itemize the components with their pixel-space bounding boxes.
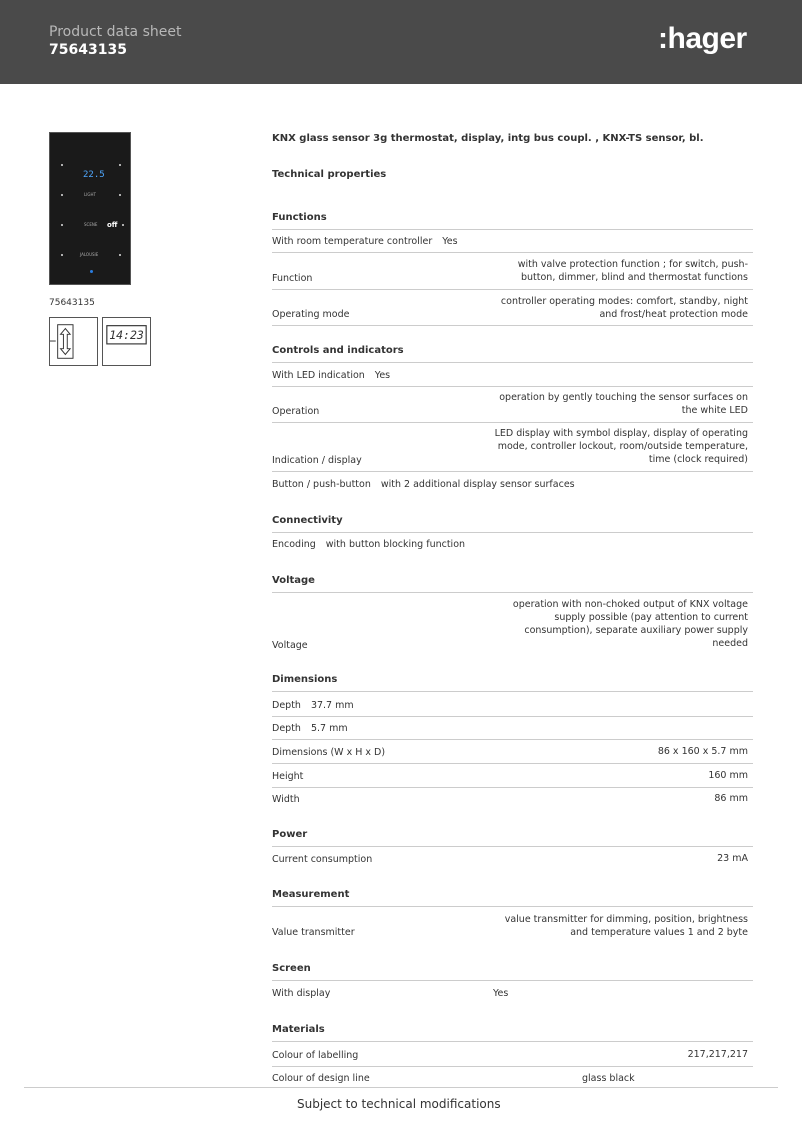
row-key: Operating mode (272, 309, 350, 320)
table-row (272, 764, 753, 788)
table-row (272, 594, 753, 656)
row-key: With room temperature controller Yes (272, 236, 458, 247)
row-value: operation with non-choked output of KNX voltage supply possible (pay attention to current consumption), separate auxiliary power supply needed (512, 599, 748, 649)
table-row (272, 1043, 753, 1067)
doc-type-label: Product data sheet (49, 24, 182, 40)
row-value: 86 mm (714, 793, 748, 804)
row-key: Depth 37.7 mm (272, 700, 354, 711)
doc-number: 75643135 (49, 42, 127, 58)
footer-divider (24, 1087, 778, 1088)
row-key: Current consumption (272, 854, 373, 865)
row-key: With display (272, 988, 331, 999)
table-row (272, 848, 753, 870)
row-value: controller operating modes: comfort, standby, night and frost/heat protection mode (500, 296, 748, 320)
table-row (272, 230, 753, 253)
section-heading-functions: Functions (272, 212, 753, 230)
product-image-temperature: 22.5 (83, 170, 105, 180)
table-row (272, 788, 753, 810)
row-key: Indication / display (272, 455, 362, 466)
clock-display-icon (102, 317, 151, 366)
row-key: Function (272, 273, 313, 284)
row-value: value transmitter for dimming, position, brightness and temperature values 1 and 2 byte (504, 914, 748, 938)
hager-logo: :hager (658, 22, 747, 55)
table-row (272, 717, 753, 740)
table-row (272, 423, 753, 472)
table-row (272, 363, 753, 387)
blind-symbol-icon (49, 317, 98, 366)
row-value: Yes (493, 988, 509, 999)
product-image-label-light: LIGHT (84, 192, 96, 197)
clock-display-text: 14:23 (109, 328, 144, 343)
section-heading-connectivity: Connectivity (272, 515, 753, 533)
section-heading-materials: Materials (272, 1024, 753, 1042)
table-row (272, 290, 753, 326)
product-image-off: off (107, 221, 118, 229)
table-row (272, 387, 753, 423)
footer-note: Subject to technical modifications (297, 1097, 501, 1111)
row-key: Voltage (272, 640, 308, 651)
table-row (272, 982, 753, 1004)
row-key: Button / push-button with 2 additional display sensor surfaces (272, 479, 575, 490)
row-key: Colour of design line (272, 1073, 370, 1084)
product-code: 75643135 (49, 298, 95, 308)
row-value: 160 mm (708, 770, 748, 781)
product-title: KNX glass sensor 3g thermostat, display, intg bus coupl. , KNX-TS sensor, bl. (272, 133, 704, 144)
section-heading-measurement: Measurement (272, 889, 753, 907)
row-key: Depth 5.7 mm (272, 723, 348, 734)
row-key: Operation (272, 406, 320, 417)
row-value: LED display with symbol display, display of operating mode, controller lockout, room/outside temperature, time (clock required) (494, 428, 748, 465)
row-value: 86 x 160 x 5.7 mm (657, 746, 748, 757)
row-key: Dimensions (W x H x D) (272, 747, 386, 758)
section-heading-dimensions: Dimensions (272, 674, 753, 692)
table-row (272, 740, 753, 764)
row-value: 217,217,217 (687, 1049, 748, 1060)
product-image-label-scene: SCENE (84, 222, 98, 227)
section-heading-power: Power (272, 829, 753, 847)
row-value: glass black (582, 1073, 635, 1084)
product-image (49, 132, 131, 285)
table-row (272, 1067, 753, 1085)
table-row (272, 533, 753, 555)
row-key: With LED indication Yes (272, 370, 391, 381)
row-key: Value transmitter (272, 927, 355, 938)
table-row (272, 693, 753, 717)
section-heading-controls: Controls and indicators (272, 345, 753, 363)
row-key: Colour of labelling (272, 1050, 359, 1061)
row-value: 23 mA (717, 853, 748, 864)
row-value: with valve protection function ; for switch, push- button, dimmer, blind and thermostat functions (517, 259, 748, 283)
table-row (272, 908, 753, 943)
technical-properties-heading: Technical properties (272, 169, 387, 180)
table-row (272, 472, 753, 495)
row-key: Encoding with button blocking function (272, 539, 466, 550)
table-row (272, 253, 753, 290)
product-image-label-jalousie: JALOUSIE (80, 252, 99, 257)
page-header (0, 0, 802, 84)
section-heading-screen: Screen (272, 963, 753, 981)
row-key: Width (272, 794, 300, 805)
section-heading-voltage: Voltage (272, 575, 753, 593)
row-value: operation by gently touching the sensor surfaces on the white LED (499, 392, 748, 416)
row-key: Height (272, 771, 304, 782)
product-image-led (90, 270, 93, 273)
